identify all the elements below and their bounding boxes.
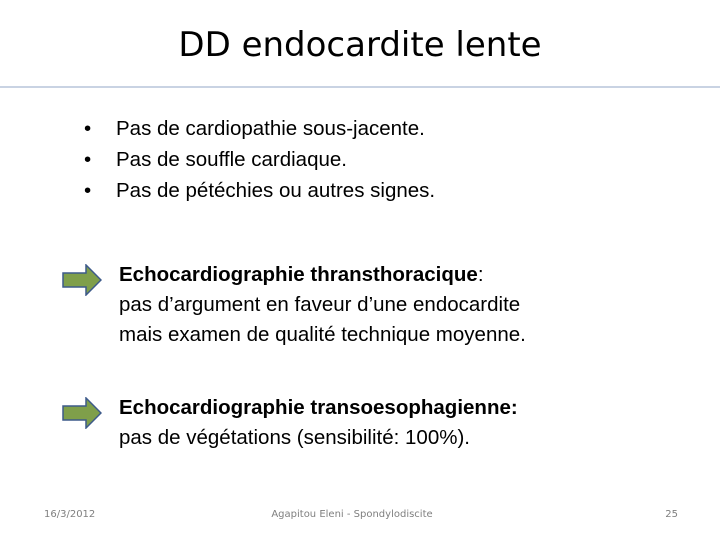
- right-arrow-icon: [62, 264, 102, 296]
- finding-heading-line: [119, 393, 518, 423]
- bullet-marker: •: [84, 148, 92, 171]
- footer-author: Agapitou Eleni - Spondylodiscite: [271, 509, 433, 520]
- bullet-item: [84, 113, 435, 144]
- bullet-marker: •: [84, 117, 92, 140]
- slide-title: DD endocardite lente: [178, 25, 542, 65]
- bullet-text: Pas de pétéchies ou autres signes.: [116, 179, 436, 202]
- bullet-item: [84, 144, 435, 175]
- finding-heading: Echocardiographie thransthoracique: [119, 263, 478, 286]
- footer-date: 16/3/2012: [44, 509, 96, 520]
- title-divider: [0, 86, 720, 88]
- finding-heading-suffix: :: [477, 263, 484, 286]
- bullet-marker: •: [84, 179, 92, 202]
- bullet-item: [84, 175, 435, 206]
- right-arrow-icon: [62, 397, 102, 429]
- finding-text: [119, 393, 518, 453]
- finding-heading-line: [119, 260, 526, 290]
- bullet-list: [84, 113, 435, 206]
- finding-line: pas d’argument en faveur d’une endocardite: [119, 293, 521, 316]
- finding-line: pas de végétations (sensibilité: 100%).: [119, 426, 470, 449]
- finding-heading: Echocardiographie transoesophagienne:: [119, 396, 518, 419]
- finding-line: mais examen de qualité technique moyenne.: [119, 323, 526, 346]
- slide-number: 25: [665, 509, 678, 520]
- bullet-text: Pas de souffle cardiaque.: [116, 148, 347, 171]
- finding-text: [119, 260, 526, 350]
- bullet-text: Pas de cardiopathie sous-jacente.: [116, 117, 425, 140]
